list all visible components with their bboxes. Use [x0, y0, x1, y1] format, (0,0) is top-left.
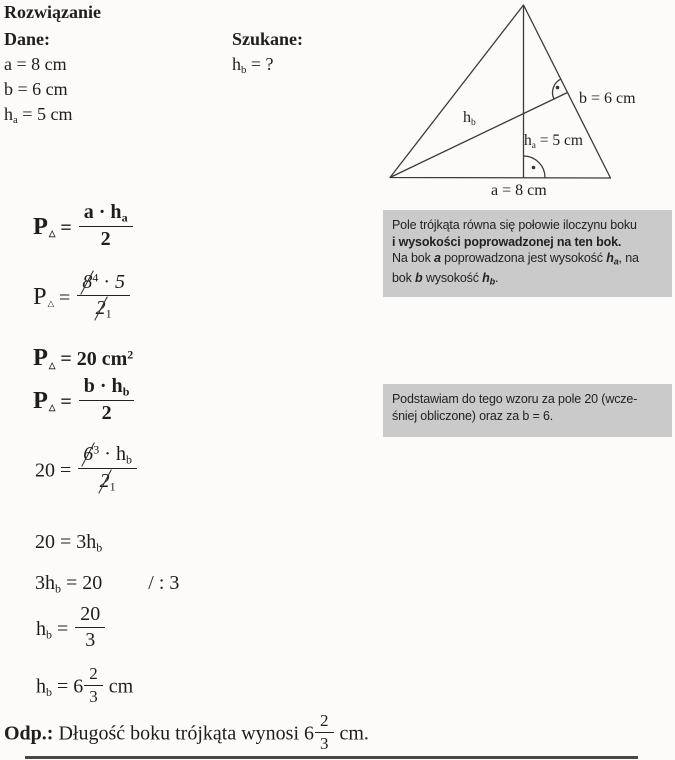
label-height-a: $h_a = 5$ cm: [524, 132, 583, 151]
formula-area-result: P△ = 20 $cm^2$: [33, 344, 134, 371]
note-area-formula: Pole trójkąta równa się połowie iloczynu boku i wysokości poprowadzonej na ten bok. Na bok a poprowadzona jest wysokość ha, na bok b wysokość hb.: [383, 210, 672, 297]
formula-simplified: $20 = 3h_b$: [35, 531, 103, 555]
label-side-b: b = 6 cm: [579, 90, 636, 107]
formula-hb-fraction: $h_b$ = $\frac{20}{3}$: [36, 606, 107, 655]
note-substitution: Podstawiam do tego wzoru za pole 20 (wcze- śniej obliczone) oraz za b = 6.: [383, 384, 672, 437]
answer-line: Odp.: Długość boku trójkąta wynosi 6 $\frac{2}{3}$ cm.: [4, 711, 369, 753]
formula-area-general-a: P△ = $\frac{a \cdot h_a}{2}$: [33, 204, 135, 254]
label-height-b: $h_b$: [463, 109, 476, 128]
angle-dot-hb: [556, 86, 560, 90]
page-bottom-rule: [25, 756, 638, 759]
given-side-a: a = 8 cm: [4, 54, 67, 74]
label-side-a: a = 8 cm: [491, 182, 547, 199]
given-height-a: $h_a = 5$ cm: [4, 104, 73, 127]
formula-divide-both-sides: $3h_b = 20$ / : 3: [35, 572, 180, 596]
given-label: Dane:: [4, 29, 50, 49]
formula-area-substituted-b: 20 = $\frac{6^3 \cdot h_b}{2_1}$: [35, 446, 139, 498]
angle-dot-ha: [532, 166, 536, 170]
sought-height-b: $h_b$ = ?: [232, 54, 274, 77]
solution-heading: Rozwiązanie: [4, 2, 101, 22]
sought-label: Szukane:: [232, 29, 304, 49]
triangle-outline: [390, 5, 611, 178]
formula-area-general-b: P△ = $\frac{b \cdot h_b}{2}$: [33, 378, 136, 428]
formula-hb-mixed-number: $h_b = 6$ $\frac{2}{3}$ cm: [36, 664, 134, 706]
given-side-b: b = 6 cm: [4, 79, 68, 99]
formula-area-substituted-a: P△ = $\frac{8^4 \cdot 5}{2_1}$: [33, 274, 132, 324]
